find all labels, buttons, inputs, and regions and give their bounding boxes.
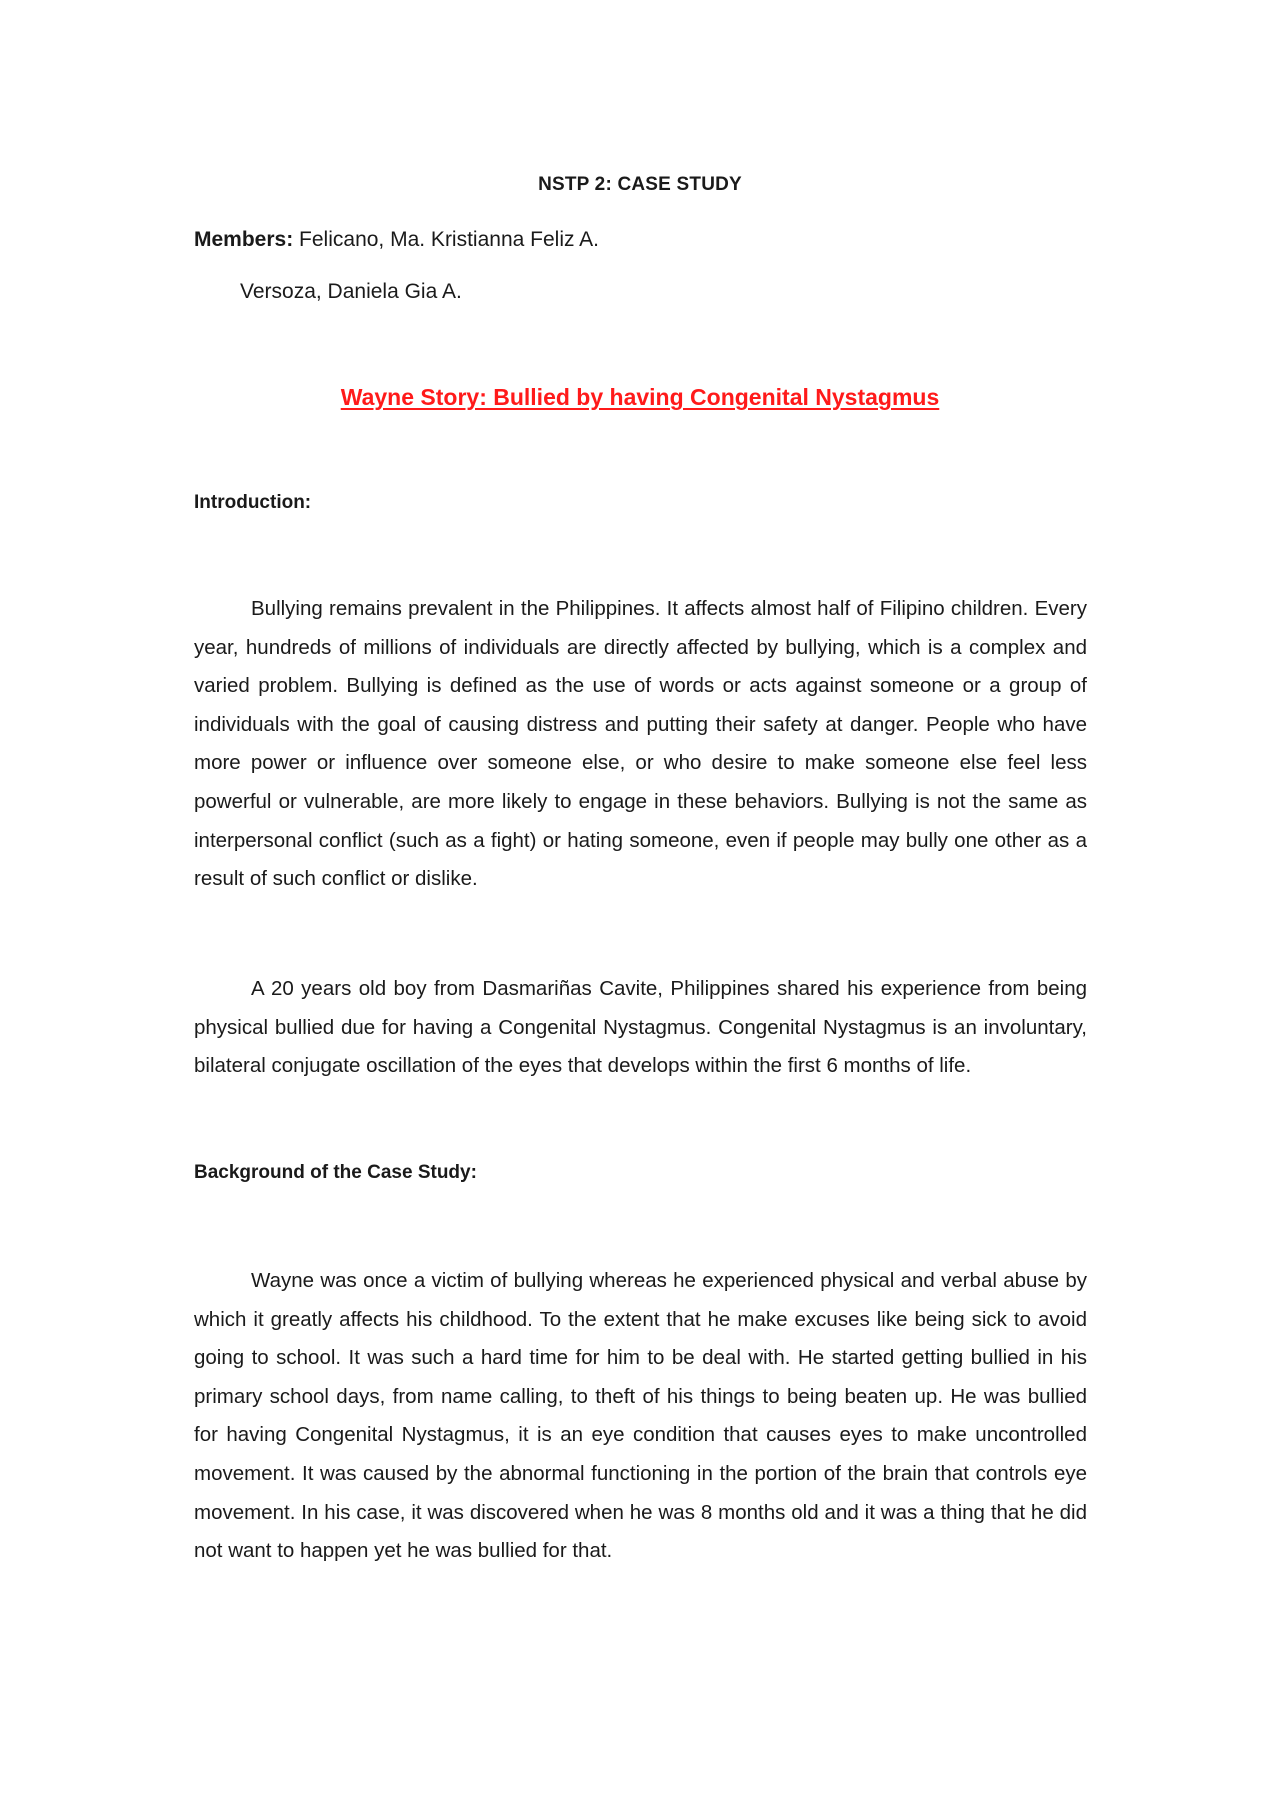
introduction-paragraph: A 20 years old boy from Dasmariñas Cavite, Philippines shared his experience from being physical bullied due for having a Congenital Nystagmus. Congenital Nystagmus is an involuntary, bilateral conjugate oscillation of the eyes that develops within the first 6 months of life. <box>194 977 1087 1078</box>
document-title: NSTP 2: CASE STUDY <box>538 174 742 195</box>
members-label: Members: <box>194 228 294 251</box>
member-name: Felicano, Ma. Kristianna Feliz A. <box>299 228 600 251</box>
background-heading: Background of the Case Study: <box>194 1162 477 1183</box>
members-line <box>194 228 599 252</box>
background-paragraph: Wayne was once a victim of bullying whereas he experienced physical and verbal abuse by which it greatly affects his childhood. To the extent that he make excuses like being sick to avoid going to school. It was such a hard time for him to be deal with. He started getting bullied in his primary school days, from name calling, to theft of his things to being beaten up. He was bullied for having Congenital Nystagmus, it is an eye condition that causes eyes to make uncontrolled movement. It was caused by the abnormal functioning in the portion of the brain that controls eye movement. In his case, it was discovered when he was 8 months old and it was a thing that he did not want to happen yet he was bullied for that. <box>194 1269 1087 1563</box>
member-name: Versoza, Daniela Gia A. <box>240 280 462 303</box>
introduction-heading: Introduction: <box>194 492 312 513</box>
introduction-paragraph: Bullying remains prevalent in the Philippines. It affects almost half of Filipino children. Every year, hundreds of millions of individuals are directly affected by bullying, which is a complex and varied problem. Bullying is defined as the use of words or acts against someone or a group of individuals with the goal of causing distress and putting their safety at danger. People who have more power or influence over someone else, or who desire to make someone else feel less powerful or vulnerable, are more likely to engage in these behaviors. Bullying is not the same as interpersonal conflict (such as a fight) or hating someone, even if people may bully one other as a result of such conflict or dislike. <box>194 597 1087 891</box>
story-title: Wayne Story: Bullied by having Congenital Nystagmus <box>340 384 940 410</box>
